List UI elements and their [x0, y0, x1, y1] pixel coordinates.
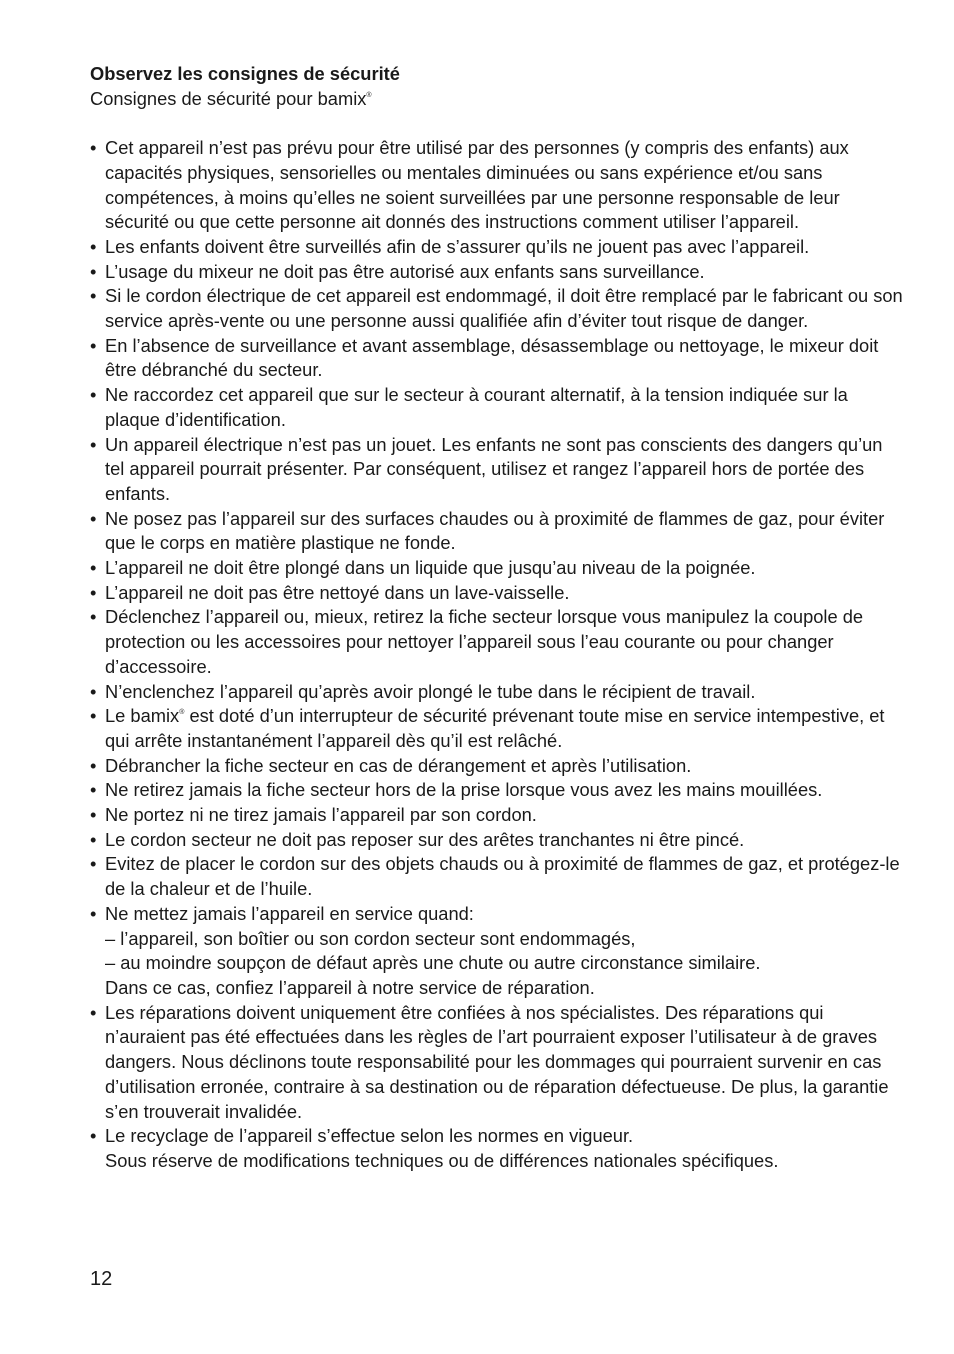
document-page	[90, 62, 905, 1174]
list-item: • Débrancher la fiche secteur en cas de dérangement et après l’utilisation.	[90, 754, 905, 779]
list-item: • Ne raccordez cet appareil que sur le secteur à courant alternatif, à la tension indiquée sur la plaque d’identification.	[90, 383, 905, 432]
list-item: • Ne portez ni ne tirez jamais l’appareil par son cordon.	[90, 803, 905, 828]
sub-condition: – au moindre soupçon de défaut après une chute ou autre circonstance similaire.	[105, 952, 761, 974]
list-item: • Cet appareil n’est pas prévu pour être utilisé par des personnes (y compris des enfants) aux capacités physiques, sensorielles ou mentales diminuées ou sans expérience et/ou sans compétences, à moins qu’elles ne soient surveillées par une personne responsable de leur sécurité ou que cette personne ait donnés des instructions comment utiliser l’appareil.	[90, 136, 905, 235]
list-item: • Ne retirez jamais la fiche secteur hors de la prise lorsque vous avez les mains mouillées.	[90, 778, 905, 803]
subtitle-text: Consignes de sécurité pour bamix	[90, 87, 367, 109]
closing-note: Sous réserve de modifications techniques ou de différences nationales spécifiques.	[105, 1149, 779, 1171]
page-subtitle	[90, 87, 905, 112]
list-item: • Ne mettez jamais l’appareil en service quand: – l’appareil, son boîtier ou son cordon secteur sont endommagés, – au moindre soupçon de défaut après une chute ou autre circonstance similaire. Dans ce cas, confiez l’appareil à notre service de réparation.	[90, 902, 905, 1001]
list-item: • L’usage du mixeur ne doit pas être autorisé aux enfants sans surveillance.	[90, 260, 905, 285]
list-item: • Déclenchez l’appareil ou, mieux, retirez la fiche secteur lorsque vous manipulez la coupole de protection ou les accessoires pour nettoyer l’appareil sous l’eau courante ou pour changer d’accessoire.	[90, 605, 905, 679]
page-title: Observez les consignes de sécurité	[90, 63, 400, 84]
list-item: • Evitez de placer le cordon sur des objets chauds ou à proximité de flammes de gaz, et protégez-le de la chaleur et de l’huile.	[90, 852, 905, 901]
list-item: • Les réparations doivent uniquement être confiées à nos spécialistes. Des réparations qui n’auraient pas été effectuées dans les règles de l’art pourraient exposer l’utilisateur à de graves dangers. Nous déclinons toute responsabilité pour les dommages qui pourraient survenir en cas d’utilisation erronée, contraire à sa destination ou de réparation défectueuse. De plus, la garantie s’en trouverait invalidée.	[90, 1001, 905, 1125]
list-item: • Si le cordon électrique de cet appareil est endommagé, il doit être remplacé par le fabricant ou son service après-vente ou une personne aussi qualifiée afin d’éviter tout risque de danger.	[90, 284, 905, 333]
list-item: • N’enclenchez l’appareil qu’après avoir plongé le tube dans le récipient de travail.	[90, 680, 905, 705]
list-item: • Le recyclage de l’appareil s’effectue selon les normes en vigueur.	[90, 1124, 905, 1149]
list-item: • Ne posez pas l’appareil sur des surfaces chaudes ou à proximité de flammes de gaz, pour éviter que le corps en matière plastique ne fonde.	[90, 507, 905, 556]
list-item: • Un appareil électrique n’est pas un jouet. Les enfants ne sont pas conscients des dangers qu’un tel appareil pourrait présenter. Par conséquent, utilisez et rangez l’appareil hors de portée des enfants.	[90, 433, 905, 507]
safety-rules-list	[90, 136, 905, 1149]
list-item: • Les enfants doivent être surveillés afin de s’assurer qu’ils ne jouent pas avec l’appareil.	[90, 235, 905, 260]
list-item: • Le cordon secteur ne doit pas reposer sur des arêtes tranchantes ni être pincé.	[90, 828, 905, 853]
list-item: • En l’absence de surveillance et avant assemblage, désassemblage ou nettoyage, le mixeur doit être débranché du secteur.	[90, 334, 905, 383]
registered-mark: ®	[179, 709, 185, 717]
page-number: 12	[90, 1268, 113, 1290]
list-item: • L’appareil ne doit pas être nettoyé dans un lave-vaisselle.	[90, 581, 905, 606]
list-item: • Le bamix® est doté d’un interrupteur de sécurité prévenant toute mise en service intempestive, et qui arrête instantanément l’appareil dès qu’il est relâché.	[90, 704, 905, 753]
registered-mark: ®	[366, 91, 372, 99]
sub-condition: – l’appareil, son boîtier ou son cordon secteur sont endommagés,	[105, 927, 636, 949]
list-item: • L’appareil ne doit être plongé dans un liquide que jusqu’au niveau de la poignée.	[90, 556, 905, 581]
